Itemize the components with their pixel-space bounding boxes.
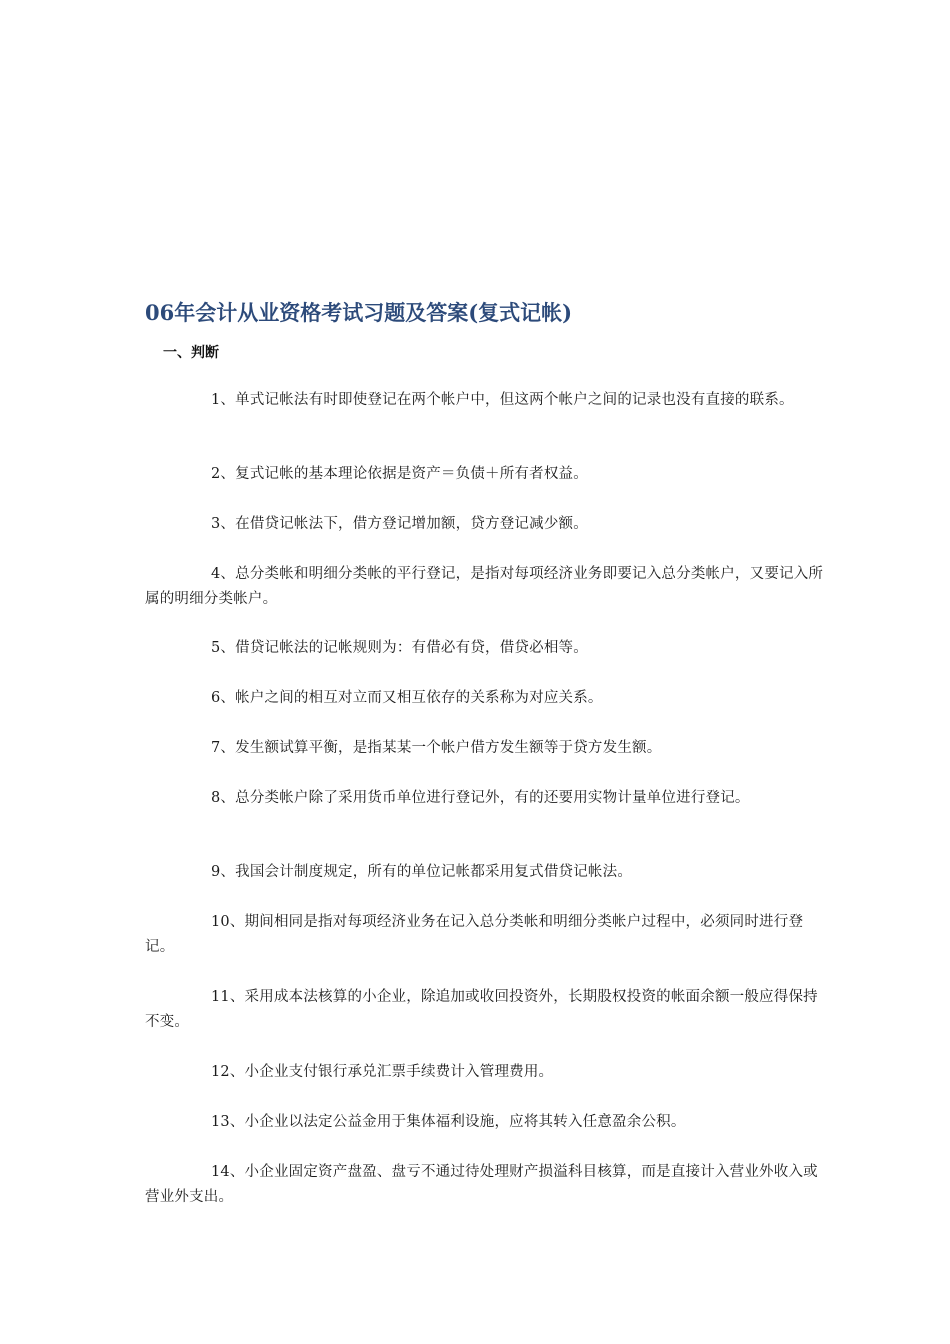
question-item-13: 13、小企业以法定公益金用于集体福利设施，应将其转入任意盈余公积。 bbox=[211, 1114, 686, 1130]
question-item-10: 10、期间相同是指对每项经济业务在记入总分类帐和明细分类帐户过程中，必须同时进行登记。 bbox=[145, 914, 804, 955]
document-title: 06年会计从业资格考试习题及答案(复式记帐) bbox=[145, 300, 573, 325]
question-item-6: 6、帐户之间的相互对立而又相互依存的关系称为对应关系。 bbox=[211, 690, 603, 706]
question-item-2: 2、复式记帐的基本理论依据是资产＝负债＋所有者权益。 bbox=[211, 466, 588, 482]
question-item-3: 3、在借贷记帐法下，借方登记增加额，贷方登记减少额。 bbox=[211, 516, 588, 532]
section-heading: 一、判断 bbox=[163, 345, 219, 361]
question-item-7: 7、发生额试算平衡，是指某某一个帐户借方发生额等于贷方发生额。 bbox=[211, 740, 662, 756]
question-item-1: 1、单式记帐法有时即使登记在两个帐户中，但这两个帐户之间的记录也没有直接的联系。 bbox=[211, 392, 794, 408]
question-item-8: 8、总分类帐户除了采用货币单位进行登记外，有的还要用实物计量单位进行登记。 bbox=[211, 790, 750, 806]
question-item-9: 9、我国会计制度规定，所有的单位记帐都采用复式借贷记帐法。 bbox=[211, 864, 633, 880]
question-item-14: 14、小企业固定资产盘盈、盘亏不通过待处理财产损溢科目核算，而是直接计入营业外收入或营业外支出。 bbox=[145, 1164, 818, 1205]
question-item-11: 11、采用成本法核算的小企业，除追加或收回投资外，长期股权投资的帐面余额一般应得保持不变。 bbox=[145, 989, 818, 1030]
question-item-4: 4、总分类帐和明细分类帐的平行登记，是指对每项经济业务即要记入总分类帐户，又要记入所属的明细分类帐户。 bbox=[145, 566, 824, 607]
question-item-12: 12、小企业支付银行承兑汇票手续费计入管理费用。 bbox=[211, 1064, 554, 1080]
question-item-5: 5、借贷记帐法的记帐规则为：有借必有贷，借贷必相等。 bbox=[211, 640, 588, 656]
